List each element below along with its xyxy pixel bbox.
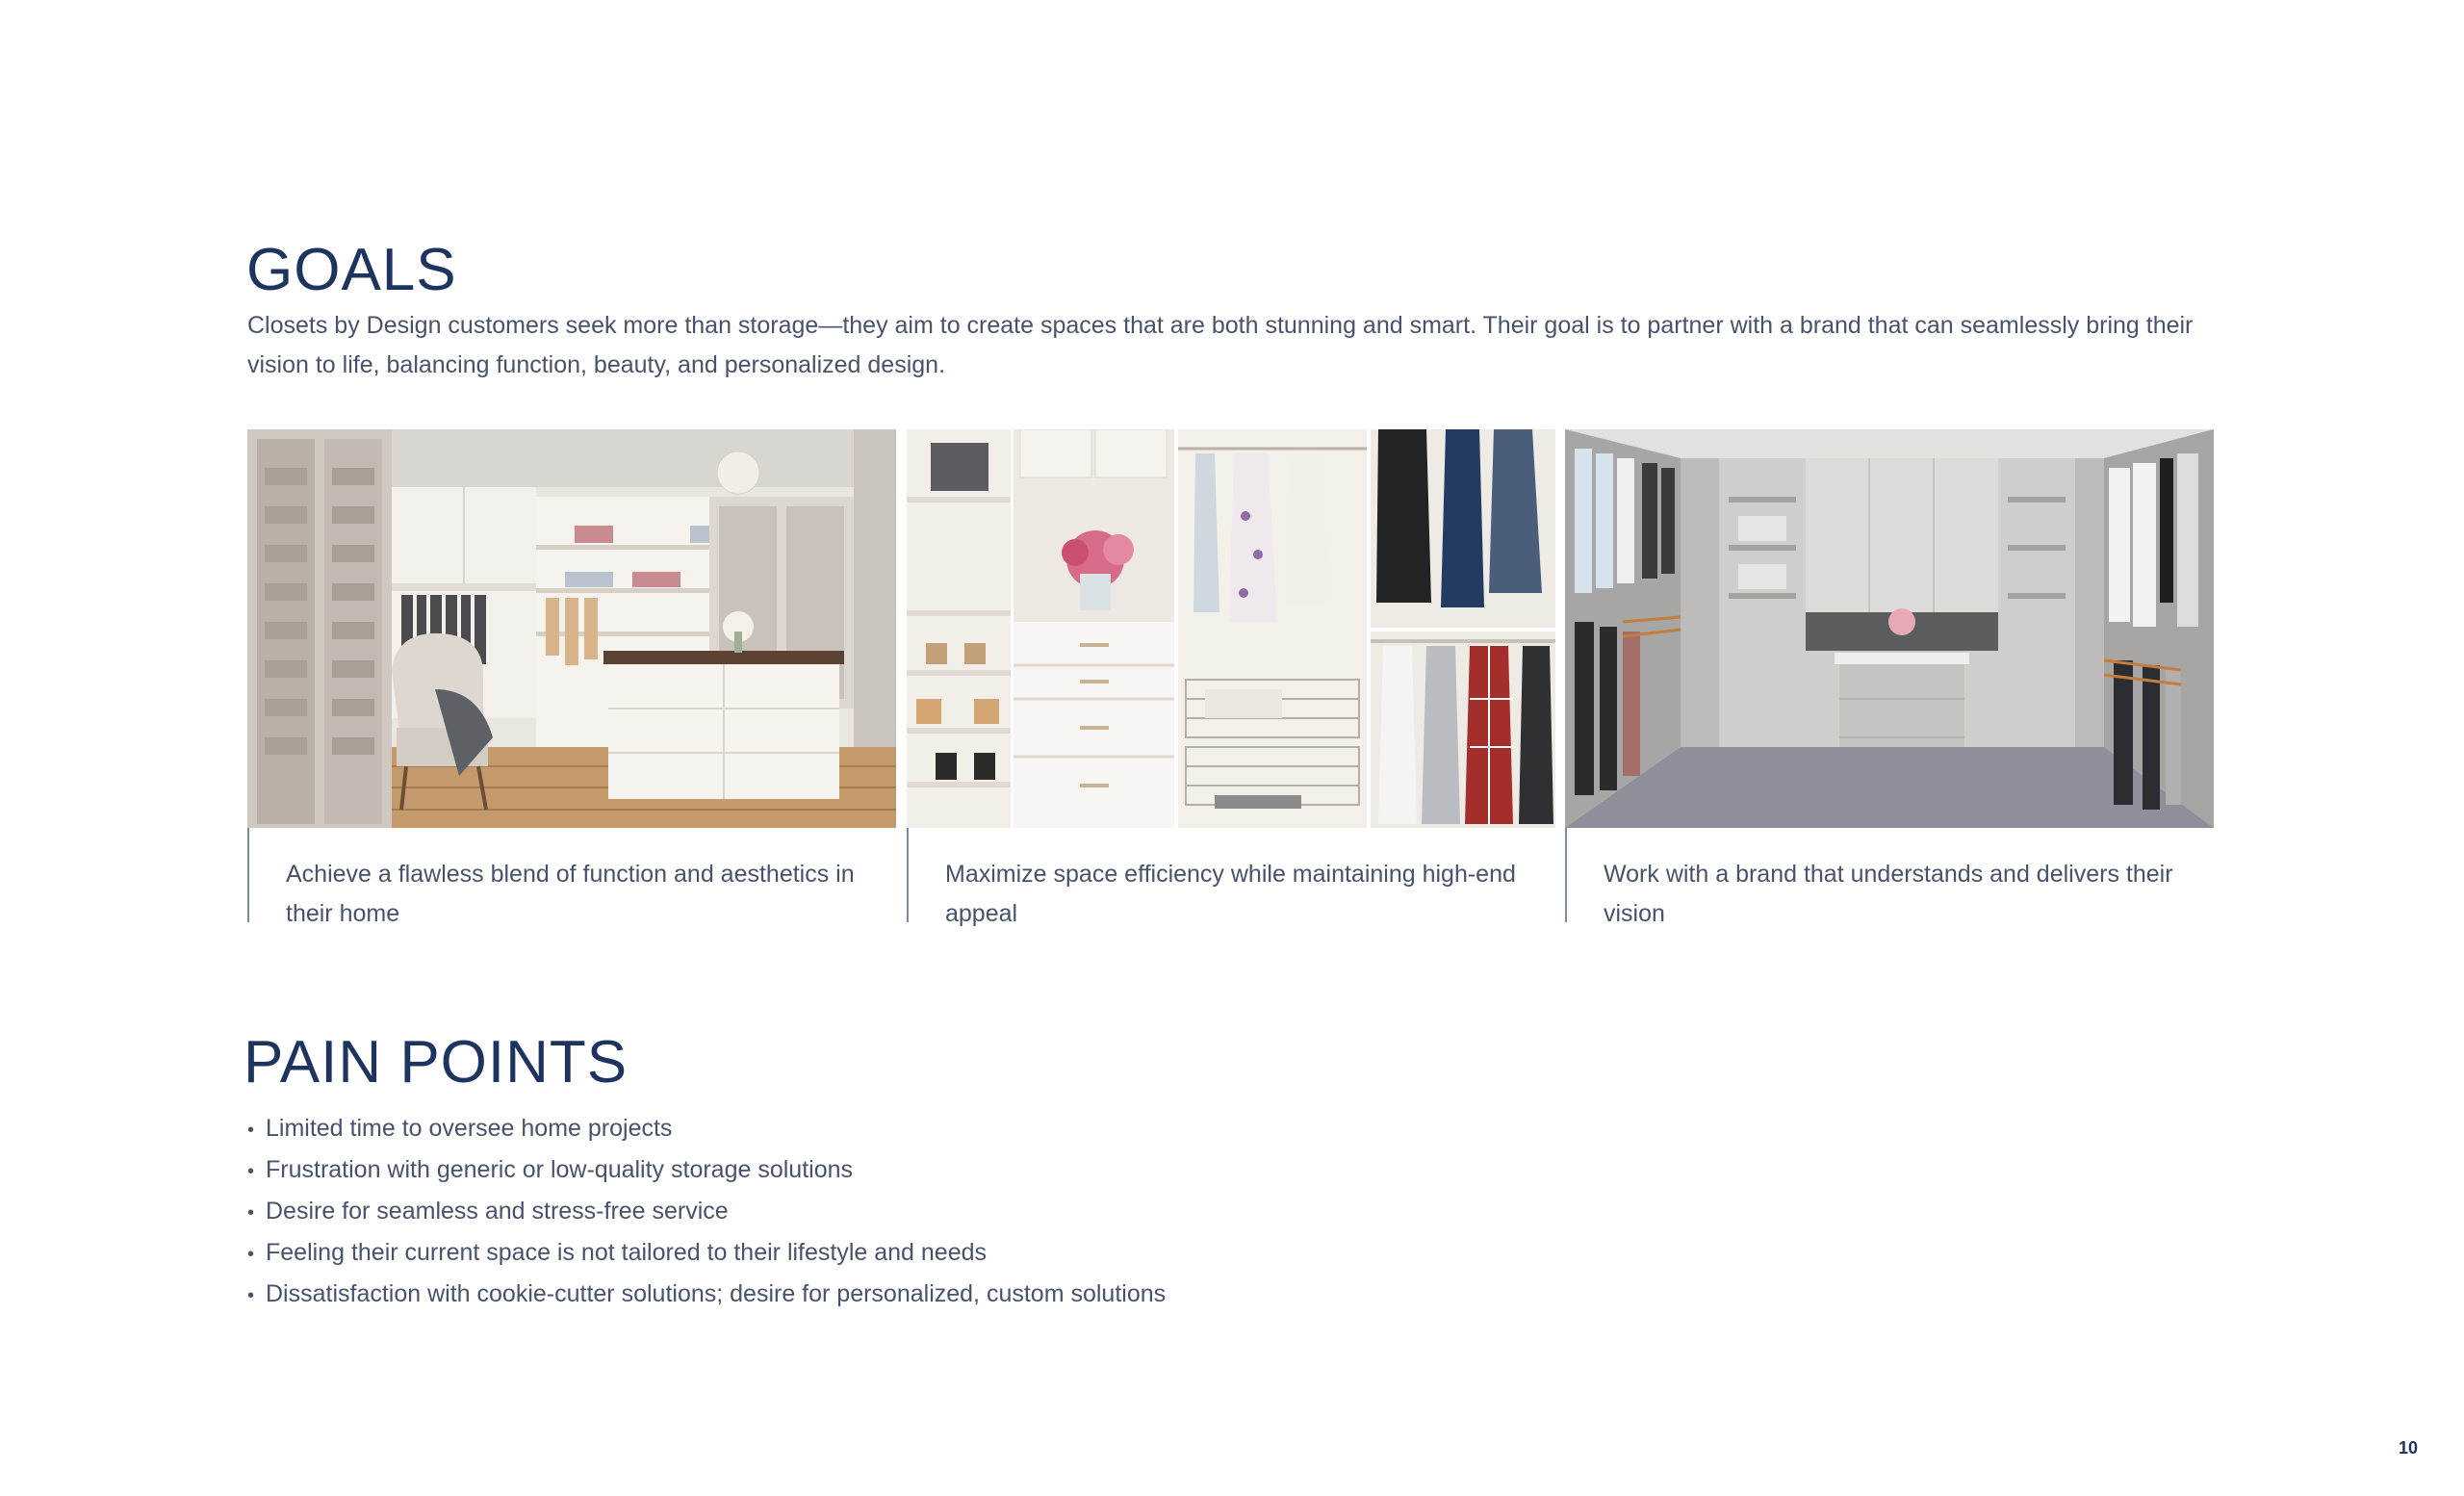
card-rule (907, 828, 909, 922)
list-item-text: Dissatisfaction with cookie-cutter solutions; desire for personalized, custom solutions (266, 1280, 1167, 1307)
goal-card (247, 429, 896, 930)
closet-photo-walkin (1565, 429, 2214, 828)
list-item (247, 1275, 1166, 1316)
card-rule (247, 828, 249, 922)
bullet: • (247, 1285, 255, 1306)
bullet: • (247, 1161, 255, 1182)
list-item (247, 1192, 1166, 1233)
pain-points-title: PAIN POINTS (244, 1029, 629, 1096)
list-item (247, 1233, 1166, 1275)
list-item-text: Frustration with generic or low-quality storage solutions (266, 1156, 853, 1183)
closet-photo-island (247, 429, 896, 828)
goal-card (907, 429, 1555, 930)
list-item (247, 1150, 1166, 1192)
list-item (247, 1109, 1166, 1150)
closet-photo-collage (907, 429, 1555, 828)
page-number: 10 (2398, 1438, 2418, 1457)
list-item-text: Desire for seamless and stress-free service (266, 1198, 729, 1225)
goals-cards (247, 429, 2224, 930)
pain-points-list (247, 1109, 1166, 1316)
goal-caption: Maximize space efficiency while maintaining high-end appeal (945, 861, 1516, 927)
goal-caption: Achieve a flawless blend of function and aesthetics in their home (286, 861, 855, 927)
goal-caption: Work with a brand that understands and delivers their vision (1604, 861, 2173, 927)
bullet: • (247, 1202, 255, 1224)
goal-card (1565, 429, 2214, 930)
bullet: • (247, 1244, 255, 1265)
list-item-text: Feeling their current space is not tailored to their lifestyle and needs (266, 1239, 988, 1266)
goals-intro: Closets by Design customers seek more than storage—they aim to create spaces that are both stunning and smart. Their goal is to partner with a brand that can seamlessly bring their vision to life, balancing function, beauty, and personalized design. (247, 312, 2194, 378)
goals-title: GOALS (246, 237, 457, 303)
list-item-text: Limited time to oversee home projects (266, 1115, 673, 1142)
bullet: • (247, 1120, 255, 1141)
card-rule (1565, 828, 1567, 922)
